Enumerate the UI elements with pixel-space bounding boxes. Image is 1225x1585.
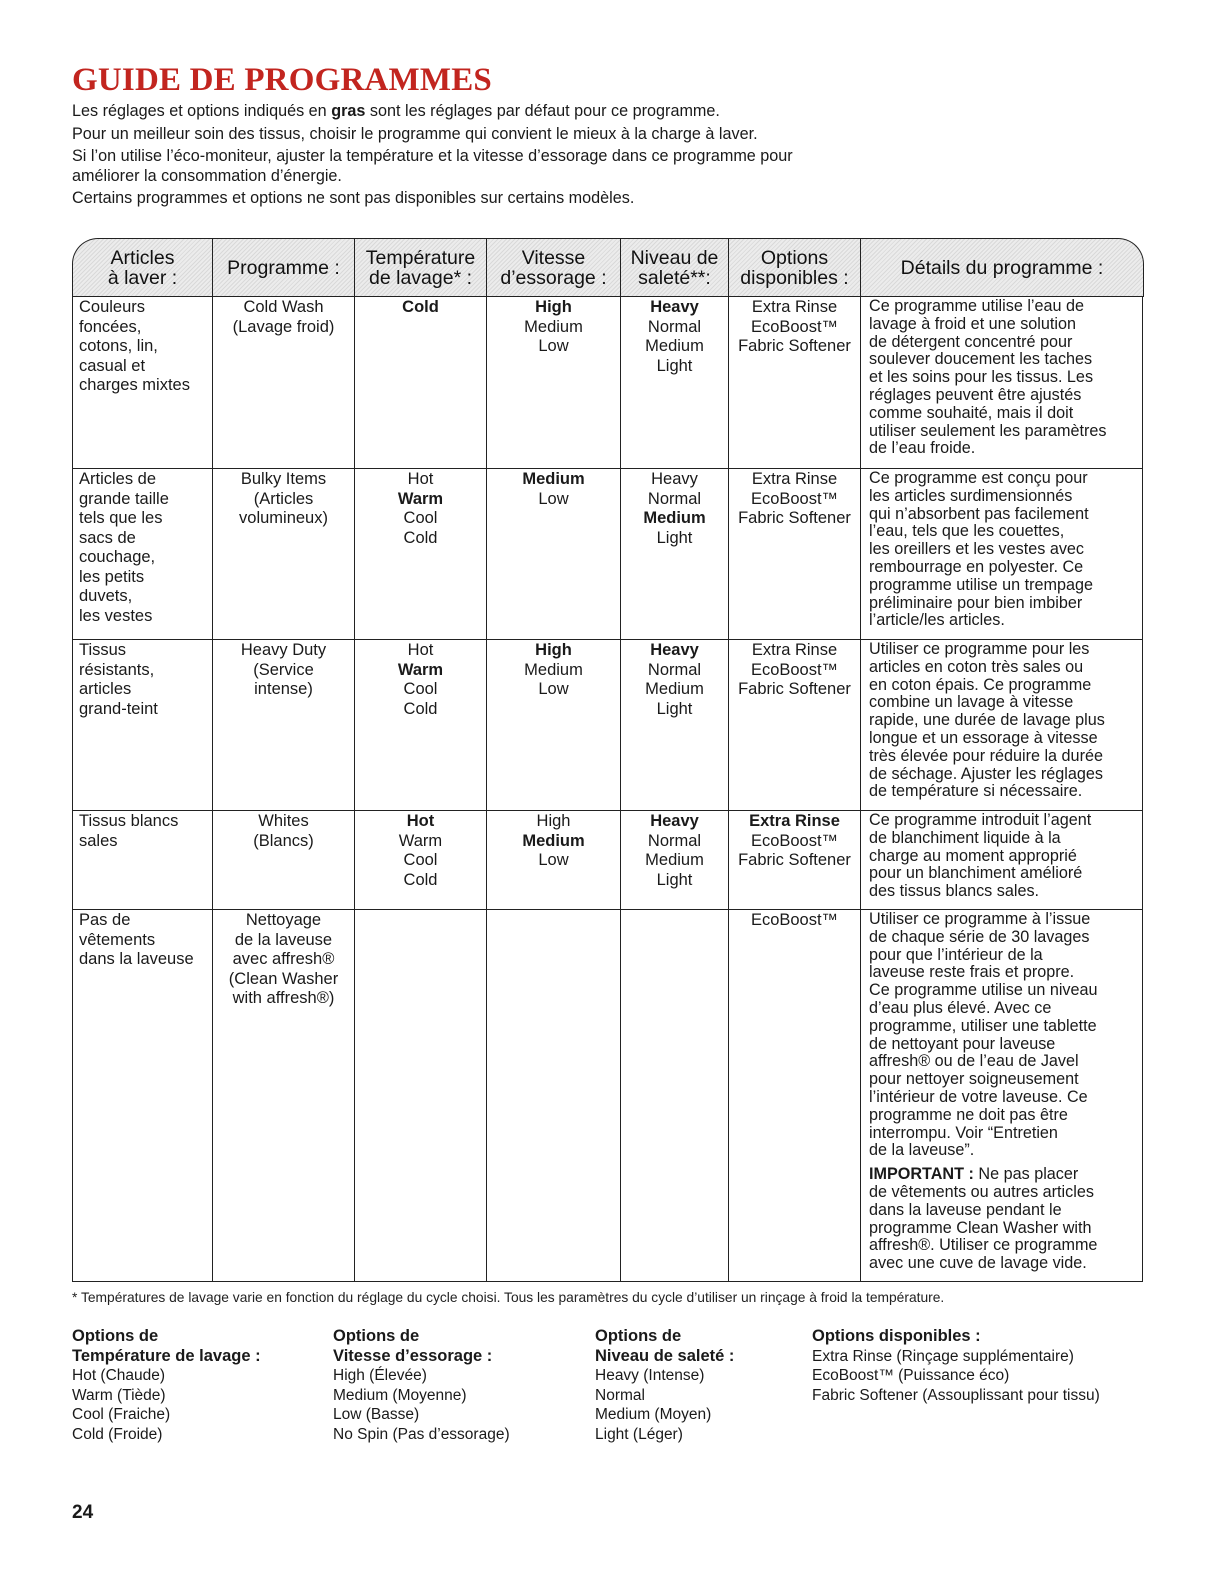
cell-vitesse xyxy=(487,811,621,910)
vitesse-line: Low xyxy=(538,680,569,698)
cell-temp xyxy=(355,910,487,1282)
vitesse-line: Medium xyxy=(522,831,585,850)
header-vitesse: Vitesse d’essorage : xyxy=(487,239,621,297)
cell-temp xyxy=(355,811,487,910)
niveau-line: Normal xyxy=(647,831,702,850)
option-list-heading: Options de xyxy=(595,1327,682,1345)
programme-line: Heavy Duty xyxy=(240,641,327,659)
options-line: Extra Rinse xyxy=(751,641,838,659)
articles-line: Tissus blancs xyxy=(79,812,179,830)
details-line: de nettoyant pour laveuse xyxy=(869,1034,1056,1053)
option-list-item: Hot (Chaude) xyxy=(72,1367,166,1384)
details-line: Ce programme utilise un niveau xyxy=(869,981,1098,1000)
header-programme: Programme : xyxy=(213,239,355,297)
cell-details xyxy=(861,640,1143,811)
options-line: EcoBoost™ xyxy=(750,911,839,929)
cell-details xyxy=(861,469,1143,640)
programme-line: de la laveuse xyxy=(234,930,333,949)
details-line: programme, utiliser une tablette xyxy=(869,1016,1097,1035)
options-line: Fabric Softener xyxy=(738,509,851,527)
option-list xyxy=(595,1327,734,1444)
vitesse-line: High xyxy=(536,812,571,830)
details-line: l’eau, tels que les couettes, xyxy=(869,522,1065,541)
options-line: Extra Rinse xyxy=(749,812,840,830)
header-details: Détails du programme : xyxy=(900,257,1104,279)
cell-articles xyxy=(73,297,213,469)
cell-niveau xyxy=(621,640,729,811)
option-list xyxy=(812,1327,1100,1405)
cell-temp xyxy=(355,640,487,811)
cell-niveau xyxy=(621,910,729,1282)
vitesse-line: Medium xyxy=(522,470,585,488)
table-row xyxy=(73,297,1143,469)
options-line: EcoBoost™ xyxy=(750,489,839,508)
options-line: EcoBoost™ xyxy=(750,831,839,850)
articles-line: Pas de xyxy=(79,911,131,929)
option-list-item: No Spin (Pas d’essorage) xyxy=(333,1425,510,1443)
details-line: de chaque série de 30 lavages xyxy=(869,927,1090,946)
important-line: dans la laveuse pendant le xyxy=(869,1200,1062,1219)
articles-line: duvets, xyxy=(79,587,133,605)
cell-vitesse xyxy=(487,910,621,1282)
cell-details xyxy=(861,811,1143,910)
option-list-heading: Niveau de saleté : xyxy=(595,1346,735,1365)
important-label: IMPORTANT : xyxy=(869,1165,974,1184)
important-line: avec une cuve de lavage vide. xyxy=(869,1254,1087,1273)
option-list-item: Light (Léger) xyxy=(595,1425,683,1443)
programme-line: Bulky Items xyxy=(240,470,327,488)
details-line: de détergent concentré pour xyxy=(869,332,1073,351)
details-line: pour nettoyer soigneusement xyxy=(869,1070,1079,1089)
details-line: en coton épais. Ce programme xyxy=(869,675,1092,694)
details-line: très élevée pour réduire la durée xyxy=(869,746,1103,765)
cell-programme xyxy=(213,811,355,910)
program-table xyxy=(72,296,1143,1282)
articles-line: résistants, xyxy=(79,660,155,679)
temp-line: Warm xyxy=(398,831,443,850)
niveau-line: Heavy xyxy=(650,641,699,659)
intro-paragraph-3: Si l’on utilise l’éco-moniteur, ajuster la température et la vitesse d’essorage dans ce programme pour améliorer la consommation d’énergie. xyxy=(72,147,793,185)
temp-line: Hot xyxy=(407,470,434,488)
niveau-line: Heavy xyxy=(651,470,698,488)
option-list-heading: Options disponibles : xyxy=(812,1327,981,1345)
option-list xyxy=(72,1327,261,1444)
articles-line: vêtements xyxy=(79,930,156,949)
vitesse-line: Medium xyxy=(524,317,583,336)
niveau-line: Medium xyxy=(643,509,706,527)
details-line: affresh® ou de l’eau de Javel xyxy=(869,1052,1079,1071)
page-number: 24 xyxy=(72,1502,94,1523)
articles-line: tels que les xyxy=(79,509,163,527)
details-line: des tissus blancs sales. xyxy=(869,882,1040,901)
temp-line: Warm xyxy=(397,660,444,679)
articles-line: sales xyxy=(79,831,118,850)
temp-line: Cold xyxy=(403,699,438,718)
vitesse-line: High xyxy=(535,641,572,659)
details-line: les articles surdimensionnés xyxy=(869,486,1073,505)
important-line xyxy=(869,1166,1136,1184)
options-line: EcoBoost™ xyxy=(750,660,839,679)
details-line: l’intérieur de votre laveuse. Ce xyxy=(869,1087,1088,1106)
details-line: soulever doucement les taches xyxy=(869,350,1093,369)
option-list-item: Medium (Moyen) xyxy=(595,1406,712,1423)
header-temperature: Température de lavage* : xyxy=(355,239,487,297)
details-line: longue et un essorage à vitesse xyxy=(869,728,1098,747)
details-line: programme ne doit pas être xyxy=(869,1105,1068,1124)
articles-line: les vestes xyxy=(79,606,153,625)
temp-line: Cold xyxy=(403,528,438,547)
details-line: lavage à froid et une solution xyxy=(869,314,1076,333)
option-list-heading: Options de xyxy=(72,1327,159,1345)
details-line: pour un blanchiment amélioré xyxy=(869,864,1083,883)
cell-vitesse xyxy=(487,640,621,811)
programme-line: volumineux) xyxy=(239,509,328,527)
details-line: Ce programme introduit l’agent xyxy=(869,811,1092,829)
details-line: de la laveuse”. xyxy=(869,1141,975,1160)
options-line: Fabric Softener xyxy=(738,337,851,355)
important-line: affresh®. Utiliser ce programme xyxy=(869,1236,1098,1255)
programme-line: (Clean Washer xyxy=(228,969,339,988)
details-line: Ce programme est conçu pour xyxy=(869,469,1088,487)
cell-details xyxy=(861,297,1143,469)
details-line: pour que l’intérieur de la xyxy=(869,945,1043,964)
cell-temp xyxy=(355,469,487,640)
option-list-item: EcoBoost™ (Puissance éco) xyxy=(812,1367,1010,1384)
option-list-item: Warm (Tiède) xyxy=(72,1386,166,1404)
cell-programme xyxy=(213,297,355,469)
programme-line: (Service xyxy=(253,660,314,679)
niveau-line: Normal xyxy=(647,489,702,508)
niveau-line: Normal xyxy=(647,660,702,679)
details-line: les oreillers et les vestes avec xyxy=(869,540,1085,559)
details-line: combine un lavage à vitesse xyxy=(869,693,1074,712)
header-options: Options disponibles : xyxy=(729,239,861,297)
niveau-line: Light xyxy=(656,870,693,889)
programme-line: (Articles xyxy=(253,489,314,508)
programme-line: (Lavage froid) xyxy=(232,317,335,336)
option-list-item: Heavy (Intense) xyxy=(595,1367,705,1384)
programme-line: Nettoyage xyxy=(245,911,322,929)
option-list-item: Cold (Froide) xyxy=(72,1425,163,1443)
details-line: rembourrage en polyester. Ce xyxy=(869,557,1084,576)
niveau-line: Heavy xyxy=(650,298,699,316)
cell-programme xyxy=(213,469,355,640)
temp-line: Cool xyxy=(403,851,438,869)
details-line: d’eau plus élevé. Avec ce xyxy=(869,998,1052,1017)
cell-vitesse xyxy=(487,469,621,640)
options-line: Extra Rinse xyxy=(751,298,838,316)
table-row xyxy=(73,640,1143,811)
option-list-heading: Vitesse d’essorage : xyxy=(333,1346,493,1365)
cell-options xyxy=(729,640,861,811)
vitesse-line: Low xyxy=(538,851,569,869)
cell-options xyxy=(729,297,861,469)
niveau-line: Light xyxy=(656,528,693,547)
temp-line: Cold xyxy=(402,298,439,316)
important-text: Ne pas placer xyxy=(973,1165,1079,1184)
articles-line: les petits xyxy=(79,567,145,586)
cell-details xyxy=(861,910,1143,1282)
intro-paragraph-1: Les réglages et options indiqués en gras sont les réglages par défaut pour ce programme. xyxy=(72,102,720,120)
articles-line: Articles de xyxy=(79,470,157,488)
table-row xyxy=(73,469,1143,640)
table-header xyxy=(72,238,1144,297)
vitesse-line: Low xyxy=(538,489,569,508)
details-line: de l’eau froide. xyxy=(869,439,976,458)
programme-line: avec affresh® xyxy=(232,950,335,968)
important-line: de vêtements ou autres articles xyxy=(869,1182,1094,1201)
option-list-item: Extra Rinse (Rinçage supplémentaire) xyxy=(812,1347,1074,1365)
option-list-item: Normal xyxy=(595,1386,645,1404)
niveau-line: Medium xyxy=(645,851,704,869)
details-line: qui n’absorbent pas facilement xyxy=(869,504,1089,523)
details-line: de blanchiment liquide à la xyxy=(869,828,1061,847)
cell-articles xyxy=(73,910,213,1282)
cell-articles xyxy=(73,811,213,910)
temp-line: Cool xyxy=(403,680,438,698)
vitesse-line: Medium xyxy=(524,660,583,679)
cell-options xyxy=(729,469,861,640)
page-title: GUIDE DE PROGRAMMES xyxy=(72,62,492,98)
cell-programme xyxy=(213,910,355,1282)
details-line: de température si nécessaire. xyxy=(869,782,1083,801)
cell-options xyxy=(729,910,861,1282)
details-line: interrompu. Voir “Entretien xyxy=(869,1123,1058,1142)
option-list-heading: Options de xyxy=(333,1327,420,1345)
intro-paragraph-2: Pour un meilleur soin des tissus, choisir le programme qui convient le mieux à la charge à laver. xyxy=(72,124,758,143)
articles-line: dans la laveuse xyxy=(79,950,194,968)
options-line: Fabric Softener xyxy=(738,851,851,869)
niveau-line: Medium xyxy=(645,680,704,698)
details-line: Ce programme utilise l’eau de xyxy=(869,297,1085,315)
articles-line: cotons, lin, xyxy=(79,337,158,355)
cell-niveau xyxy=(621,297,729,469)
cell-options xyxy=(729,811,861,910)
option-list-item: High (Élevée) xyxy=(333,1367,427,1384)
table-row xyxy=(73,910,1143,1282)
details-line: Utiliser ce programme pour les xyxy=(869,640,1090,658)
options-line: Extra Rinse xyxy=(751,470,838,488)
niveau-line: Heavy xyxy=(650,812,699,830)
details-line: rapide, une durée de lavage plus xyxy=(869,711,1105,730)
cell-articles xyxy=(73,640,213,811)
programme-line: (Blancs) xyxy=(253,831,314,850)
details-line: charge au moment approprié xyxy=(869,846,1077,865)
option-list-item: Medium (Moyenne) xyxy=(333,1386,467,1404)
header-articles: Articles à laver : xyxy=(73,239,213,297)
header-niveau: Niveau de saleté**: xyxy=(621,239,729,297)
option-list-item: Fabric Softener (Assouplissant pour tissu) xyxy=(812,1386,1100,1404)
niveau-line: Medium xyxy=(645,337,704,355)
articles-line: Tissus xyxy=(79,641,127,659)
cell-temp xyxy=(355,297,487,469)
details-line: comme souhaité, mais il doit xyxy=(869,403,1074,422)
niveau-line: Normal xyxy=(647,317,702,336)
details-line: l’article/les articles. xyxy=(869,611,1005,630)
temp-line: Cold xyxy=(403,870,438,889)
option-list-item: Low (Basse) xyxy=(333,1406,420,1423)
intro-text xyxy=(72,102,872,212)
details-line: Utiliser ce programme à l’issue xyxy=(869,910,1091,928)
important-line: programme Clean Washer with xyxy=(869,1218,1092,1237)
details-line: utiliser seulement les paramètres xyxy=(869,421,1107,440)
vitesse-line: Low xyxy=(538,337,569,355)
niveau-line: Light xyxy=(656,356,693,375)
programme-line: Cold Wash xyxy=(243,298,324,316)
articles-line: grand-teint xyxy=(79,699,158,718)
temp-line: Cool xyxy=(403,509,438,527)
details-line: articles en coton très sales ou xyxy=(869,657,1084,676)
articles-line: Couleurs xyxy=(79,298,146,316)
programme-line: with affresh®) xyxy=(232,989,335,1007)
temp-line: Hot xyxy=(406,812,435,830)
articles-line: grande taille xyxy=(79,489,169,508)
footnote: * Températures de lavage varie en fonction du réglage du cycle choisi. Tous les paramètres du cycle d’utiliser un rinçage à froid la température. xyxy=(72,1290,945,1305)
option-list xyxy=(333,1327,510,1444)
table-row xyxy=(73,811,1143,910)
details-line: préliminaire pour bien imbiber xyxy=(869,593,1083,612)
articles-line: couchage, xyxy=(79,548,156,566)
articles-line: foncées, xyxy=(79,317,142,336)
programme-line: intense) xyxy=(254,680,313,698)
cell-articles xyxy=(73,469,213,640)
cell-programme xyxy=(213,640,355,811)
articles-line: charges mixtes xyxy=(79,376,190,394)
cell-vitesse xyxy=(487,297,621,469)
vitesse-line: High xyxy=(535,298,572,316)
temp-line: Warm xyxy=(397,489,444,508)
articles-line: articles xyxy=(79,680,132,698)
articles-line: sacs de xyxy=(79,528,136,547)
details-line: et les soins pour les tissus. Les xyxy=(869,368,1094,387)
cell-niveau xyxy=(621,469,729,640)
niveau-line: Light xyxy=(656,699,693,718)
articles-line: casual et xyxy=(79,356,146,375)
important-note xyxy=(869,1166,1136,1273)
intro-paragraph-4: Certains programmes et options ne sont pas disponibles sur certains modèles. xyxy=(72,189,635,207)
details-line: de séchage. Ajuster les réglages xyxy=(869,764,1103,783)
temp-line: Hot xyxy=(407,641,434,659)
details-line: programme utilise un trempage xyxy=(869,575,1094,594)
details-line: réglages peuvent être ajustés xyxy=(869,385,1082,404)
option-list-item: Cool (Fraiche) xyxy=(72,1406,171,1423)
cell-niveau xyxy=(621,811,729,910)
options-line: EcoBoost™ xyxy=(750,317,839,336)
options-line: Fabric Softener xyxy=(738,680,851,698)
programme-line: Whites xyxy=(258,812,309,830)
details-line: laveuse reste frais et propre. xyxy=(869,963,1075,982)
option-list-heading: Température de lavage : xyxy=(72,1346,261,1365)
